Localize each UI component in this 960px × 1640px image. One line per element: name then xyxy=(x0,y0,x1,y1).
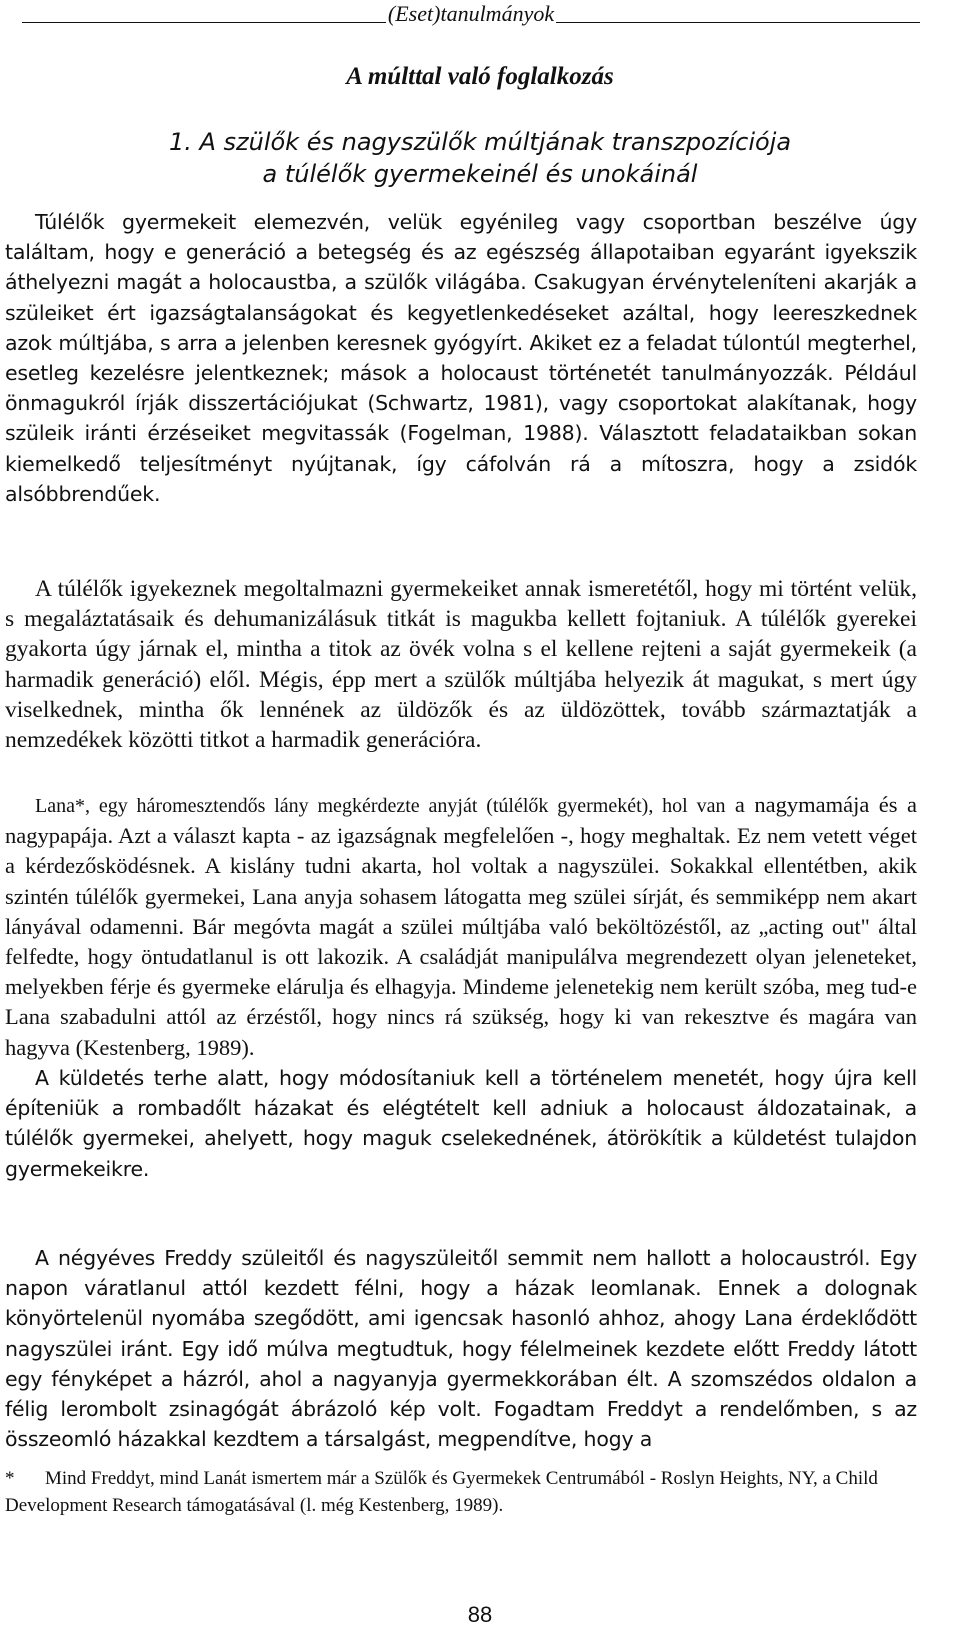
subsection-title-line-1: 1. A szülők és nagyszülők múltjának transzpozíciója xyxy=(168,128,792,156)
body-paragraph-1 xyxy=(5,207,917,509)
paragraph-text: A túlélők igyekeznek megoltalmazni gyermekeiket annak ismeretétől, hogy mi történt velük, s megaláztatásaik és dehumanizálásuk titkát is magukba kellett fojtaniuk. A túlélők gyerekei gyakorta úgy járnak el, mintha a titok az övék volna s el kellene rejteni a saját gyermekeik (a harmadik generáció) elől. Mégis, épp mert a szülők múltjába helyezik át magukat, s mert úgy viselkednek, mintha ők lennének az üldözők és az üldözöttek, tovább származtatják a nemzedékek közötti titkot a harmadik generációra. xyxy=(5,576,917,754)
paragraph-text xyxy=(5,790,917,1063)
running-head-rule-right xyxy=(556,22,920,23)
paragraph-rest-text: a nagymamája és a nagypapája. Azt a választ kapta - az igazságnak megfelelően -, hogy meghaltak. Ez nem vetett véget a kérdezősködésnek. A kislány tudni akarta, hol voltak a nagyszülei. Sokakkal ellentétben, akik szintén túlélők gyermekei, Lana anyja sohasem látogatta meg szülei sírját, és semmiképp nem akart lányával odamenni. Bár megóvta magát a szülei múltjába való beköltözéstől, az „acting out" által felfedte, hogy öntudatlanul is ott lakozik. A családját manipulálva megrendezett olyan jeleneteket, melyekben férje és gyermeke elárulja és elhagyja. Mindeme jelenetekig nem került szóba, meg tud-e Lana szabadulni attól az érzéstől, hogy nincs rá szükség, hogy ki van rekesztve és magára van hagyva (Kestenberg, 1989). xyxy=(5,792,917,1060)
paragraph-lead-text: Lana*, egy háromesztendős lány megkérdezte anyját (túlélők gyermekét), hol van xyxy=(35,795,726,817)
page-number: 88 xyxy=(467,1602,493,1627)
footnote-text: Mind Freddyt, mind Lanát ismertem már a Szülők és Gyermekek Centrumából - Roslyn Heights, NY, a Child Development Research támogatásával (l. még Kestenberg, 1989). xyxy=(5,1468,878,1516)
running-head-label: (Eset)tanulmányok xyxy=(387,1,555,26)
body-paragraph-3 xyxy=(5,1063,917,1184)
footnote xyxy=(5,1465,885,1519)
footnote-marker: * xyxy=(5,1468,15,1489)
paragraph-text: A küldetés terhe alatt, hogy módosítaniuk kell a történelem menetét, hogy újra kell építeniük a rombadőlt házakat és elégtételt kell adniuk a holocaust áldozatainak, a túlélők gyermekei, ahelyett, hogy maguk cselekednének, átörökítik a küldetést tulajdon gyermekeikre. xyxy=(5,1066,917,1181)
case-paragraph-freddy xyxy=(5,1243,917,1454)
running-head-rule-left xyxy=(22,22,386,23)
paragraph-text: A négyéves Freddy szüleitől és nagyszüleitől semmit nem hallott a holocaustról. Egy napon váratlanul attól kezdett félni, hogy a házak leomlanak. Ennek a dolognak könyörtelenül nyomába szegődött, ami igencsak hasonló ahhoz, ahogy Lana érdeklődött nagyszülei iránt. Egy idő múlva megtudtuk, hogy félelmeinek kezdete előtt Freddy látott egy fényképet a házról, ahol a nagyanyja gyermekkorában élt. A szomszédos oldalon a félig lerombolt zsinagógát ábrázoló kép volt. Fogadtam Freddyt a rendelőmben, s az összeomló házakkal kezdtem a társalgást, megpendítve, hogy a xyxy=(5,1246,917,1452)
running-head xyxy=(22,0,920,26)
case-paragraph-lana xyxy=(5,790,917,1063)
section-title: A múlttal való foglalkozás xyxy=(346,63,614,90)
subsection-title-line-2: a túlélők gyermekeinél és unokáinál xyxy=(262,160,698,188)
body-paragraph-2 xyxy=(5,574,917,755)
subsection-title xyxy=(0,126,960,190)
paragraph-text: Túlélők gyermekeit elemezvén, velük egyénileg vagy csoportban beszélve úgy találtam, hogy e generáció a betegség és az egészség állapotaiban egyaránt igyekszik áthelyezni magát a holocaustba, a szülők világába. Csakugyan érvényteleníteni akarják a szüleiket ért igazságtalanságokat és kegyetlenkedéseket azáltal, hogy leereszkednek azok múltjába, s arra a jelenben keresnek gyógyírt. Akiket ez a feladat túlontúl megterhel, esetleg kezelésre jelentkeznek; mások a holocaust történetét tanulmányozzák. Például önmagukról írják disszertációjukat (Schwartz, 1981), vagy csoportokat alakítanak, hogy szüleik iránti érzéseiket megvitassák (Fogelman, 1988). Választott feladataikban sokan kiemelkedő teljesítményt nyújtanak, így cáfolván rá a mítoszra, hogy a zsidók alsóbbrendűek. xyxy=(5,210,917,506)
